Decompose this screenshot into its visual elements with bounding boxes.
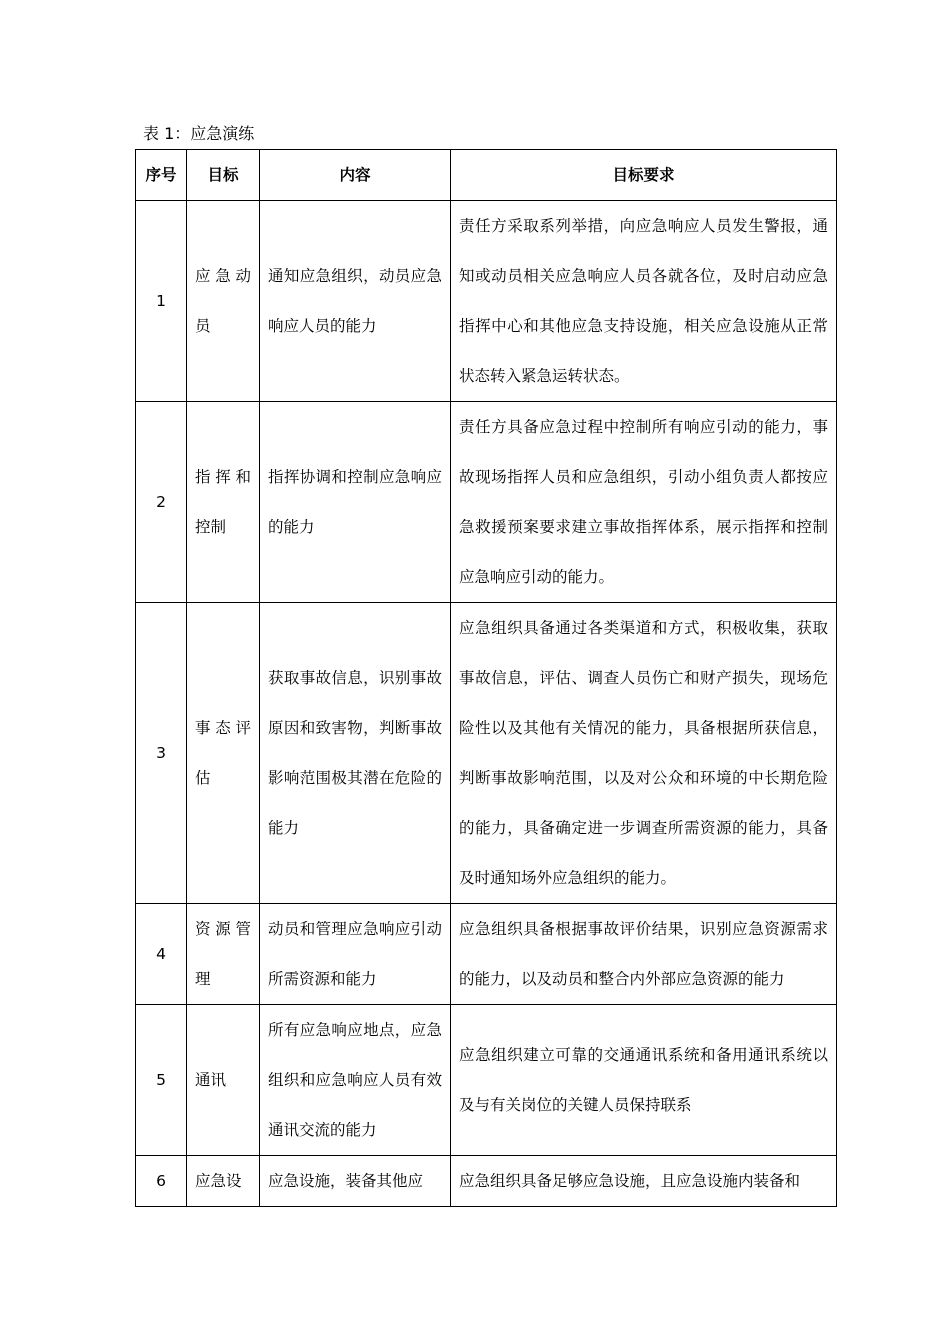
table-row (136, 603, 837, 904)
header-requirement: 目标要求 (451, 150, 837, 201)
row-no: 1 (136, 201, 187, 402)
table-row (136, 904, 837, 1005)
row-goal: 应急动员 (187, 201, 260, 402)
row-content: 指挥协调和控制应急响应的能力 (260, 402, 451, 603)
header-goal: 目标 (187, 150, 260, 201)
row-goal: 应急设 (187, 1156, 260, 1207)
row-no: 4 (136, 904, 187, 1005)
row-content: 动员和管理应急响应引动所需资源和能力 (260, 904, 451, 1005)
row-content: 应急设施，装备其他应 (260, 1156, 451, 1207)
row-goal: 资源管理 (187, 904, 260, 1005)
row-no: 3 (136, 603, 187, 904)
row-no: 6 (136, 1156, 187, 1207)
header-content: 内容 (260, 150, 451, 201)
row-no: 2 (136, 402, 187, 603)
row-goal: 通讯 (187, 1005, 260, 1156)
row-content: 获取事故信息，识别事故原因和致害物，判断事故影响范围极其潜在危险的能力 (260, 603, 451, 904)
row-requirement: 应急组织建立可靠的交通通讯系统和备用通讯系统以及与有关岗位的关键人员保持联系 (451, 1005, 837, 1156)
row-content: 通知应急组织，动员应急响应人员的能力 (260, 201, 451, 402)
row-requirement: 应急组织具备通过各类渠道和方式，积极收集，获取事故信息，评估、调查人员伤亡和财产损失，现场危险性以及其他有关情况的能力，具备根据所获信息，判断事故影响范围，以及对公众和环境的中长期危险的能力，具备确定进一步调查所需资源的能力，具备及时通知场外应急组织的能力。 (451, 603, 837, 904)
row-content: 所有应急响应地点，应急组织和应急响应人员有效通讯交流的能力 (260, 1005, 451, 1156)
emergency-drill-table (135, 149, 837, 1207)
table-row (136, 1005, 837, 1156)
row-requirement: 责任方采取系列举措，向应急响应人员发生警报，通知或动员相关应急响应人员各就各位，及时启动应急指挥中心和其他应急支持设施，相关应急设施从正常状态转入紧急运转状态。 (451, 201, 837, 402)
row-requirement: 责任方具备应急过程中控制所有响应引动的能力，事故现场指挥人员和应急组织，引动小组负责人都按应急救援预案要求建立事故指挥体系，展示指挥和控制应急响应引动的能力。 (451, 402, 837, 603)
table-header-row (136, 150, 837, 201)
row-no: 5 (136, 1005, 187, 1156)
row-requirement: 应急组织具备根据事故评价结果，识别应急资源需求的能力，以及动员和整合内外部应急资源的能力 (451, 904, 837, 1005)
header-no: 序号 (136, 150, 187, 201)
row-goal: 指挥和控制 (187, 402, 260, 603)
table-row (136, 201, 837, 402)
table-row (136, 1156, 837, 1207)
row-goal: 事态评估 (187, 603, 260, 904)
row-requirement: 应急组织具备足够应急设施，且应急设施内装备和 (451, 1156, 837, 1207)
table-row (136, 402, 837, 603)
table-caption: 表 1：应急演练 (143, 124, 255, 143)
